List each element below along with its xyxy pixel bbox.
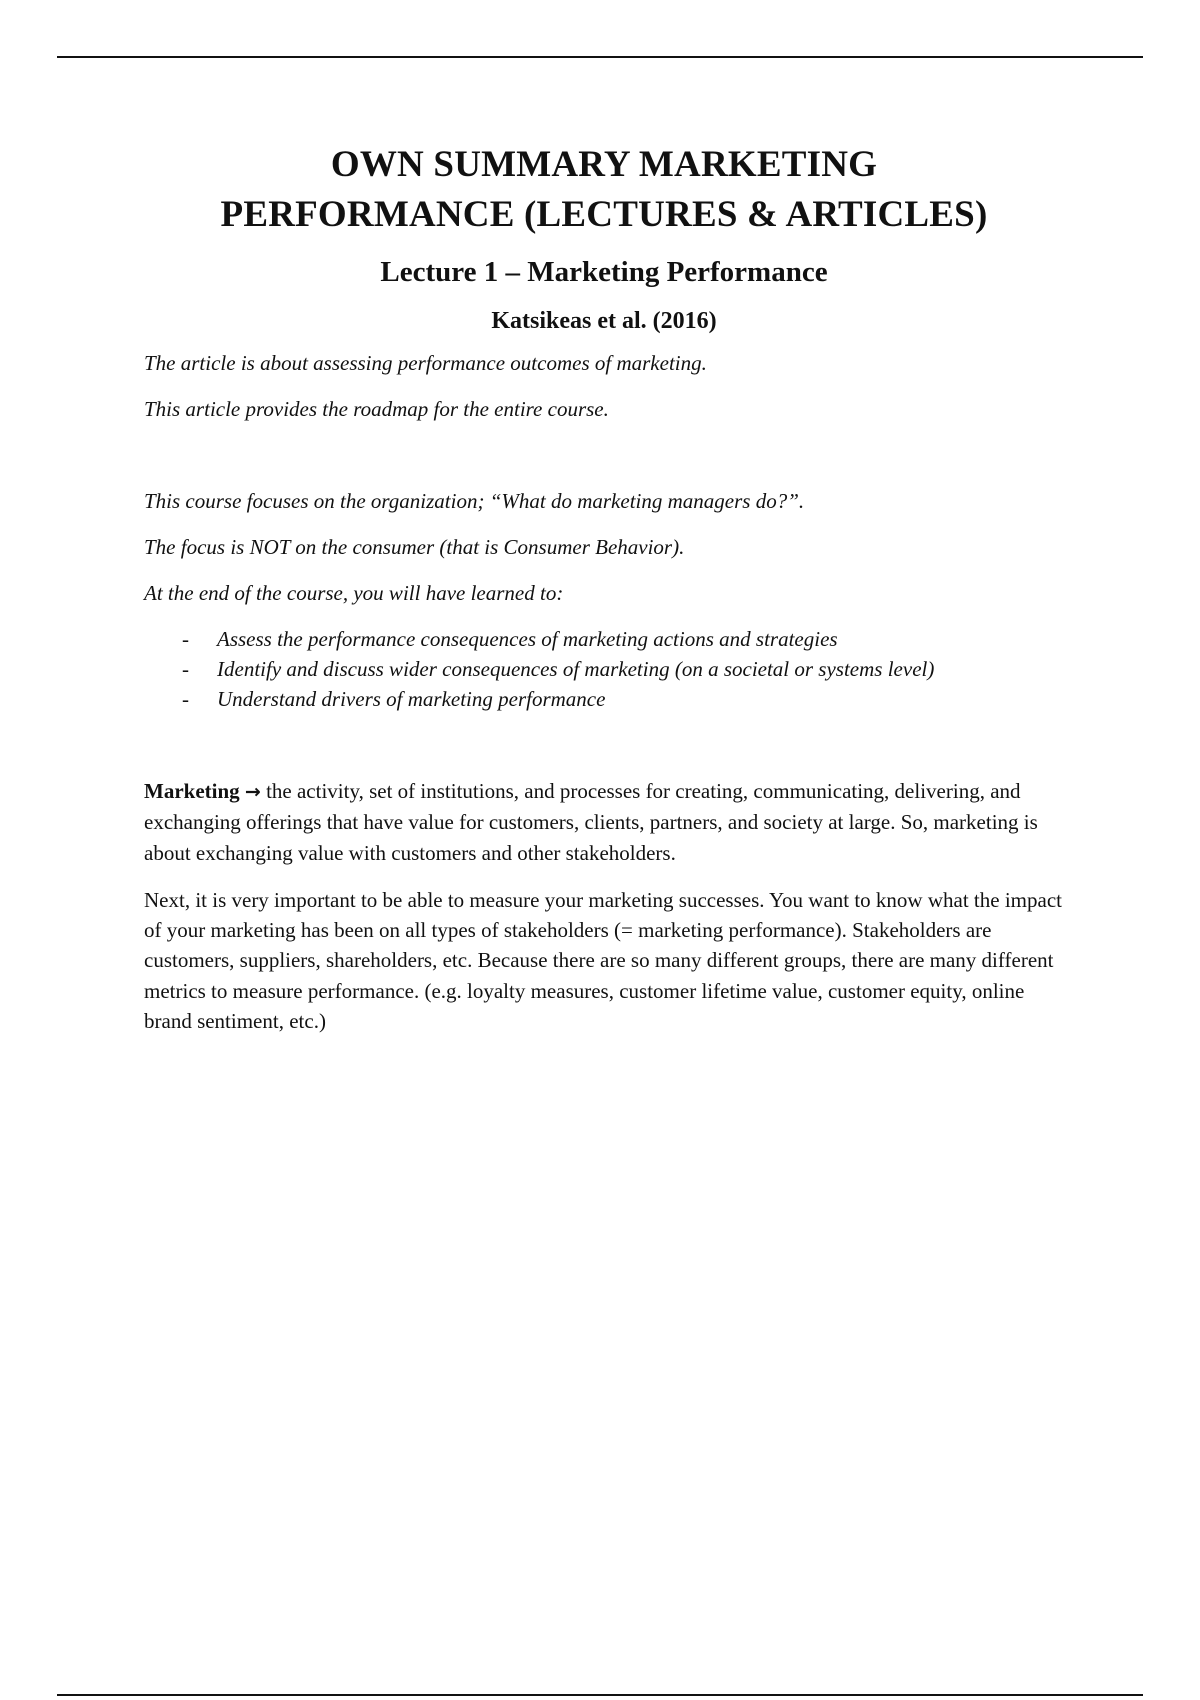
document-title-line-1: OWN SUMMARY MARKETING [330, 144, 878, 185]
spacer [144, 714, 1064, 776]
article-heading: Katsikeas et al. (2016) [491, 308, 717, 334]
lecture-heading: Lecture 1 – Marketing Performance [380, 256, 828, 288]
list-item [144, 624, 1064, 654]
course-line: At the end of the course, you will have learned to: [144, 581, 564, 605]
right-arrow-icon: → [244, 781, 261, 803]
footer-rule [57, 1694, 1143, 1696]
list-item-text: Understand drivers of marketing performance [217, 687, 606, 711]
definition-term: Marketing [144, 779, 240, 803]
bullet-dash: - [182, 657, 189, 681]
definition-paragraph [144, 776, 1064, 868]
course-line: The focus is NOT on the consumer (that is Consumer Behavior). [144, 535, 685, 559]
spacer [144, 440, 1064, 486]
bullet-dash: - [182, 627, 189, 651]
bullet-dash: - [182, 687, 189, 711]
course-line: This course focuses on the organization; “What do marketing managers do?”. [144, 489, 805, 513]
list-item-text: Identify and discuss wider consequences of marketing (on a societal or systems level) [217, 657, 935, 681]
document-title-line-2: PERFORMANCE (LECTURES & ARTICLES) [220, 194, 988, 235]
document-body [144, 140, 1064, 1053]
list-item-text: Assess the performance consequences of marketing actions and strategies [217, 627, 838, 651]
measurement-paragraph: Next, it is very important to be able to measure your marketing successes. You want to know what the impact of your marketing has been on all types of stakeholders (= marketing performance). Stakeholders are customers, suppliers, shareholders, etc. Because there are so many different groups, there are many different metrics to measure performance. (e.g. loyalty measures, customer lifetime value, customer equity, online brand sentiment, etc.) [144, 887, 1062, 1034]
list-item [144, 654, 1064, 684]
header-rule [57, 56, 1143, 58]
learning-goals-list [144, 624, 1064, 714]
intro-line: The article is about assessing performance outcomes of marketing. [144, 351, 707, 375]
definition-text: the activity, set of institutions, and processes for creating, communicating, delivering, and exchanging offerings that have value for customers, clients, partners, and society at large. So, marketing is about exchanging value with customers and other stakeholders. [144, 779, 1038, 865]
intro-line: This article provides the roadmap for the entire course. [144, 397, 609, 421]
list-item [144, 684, 1064, 714]
document-title [144, 140, 1064, 240]
